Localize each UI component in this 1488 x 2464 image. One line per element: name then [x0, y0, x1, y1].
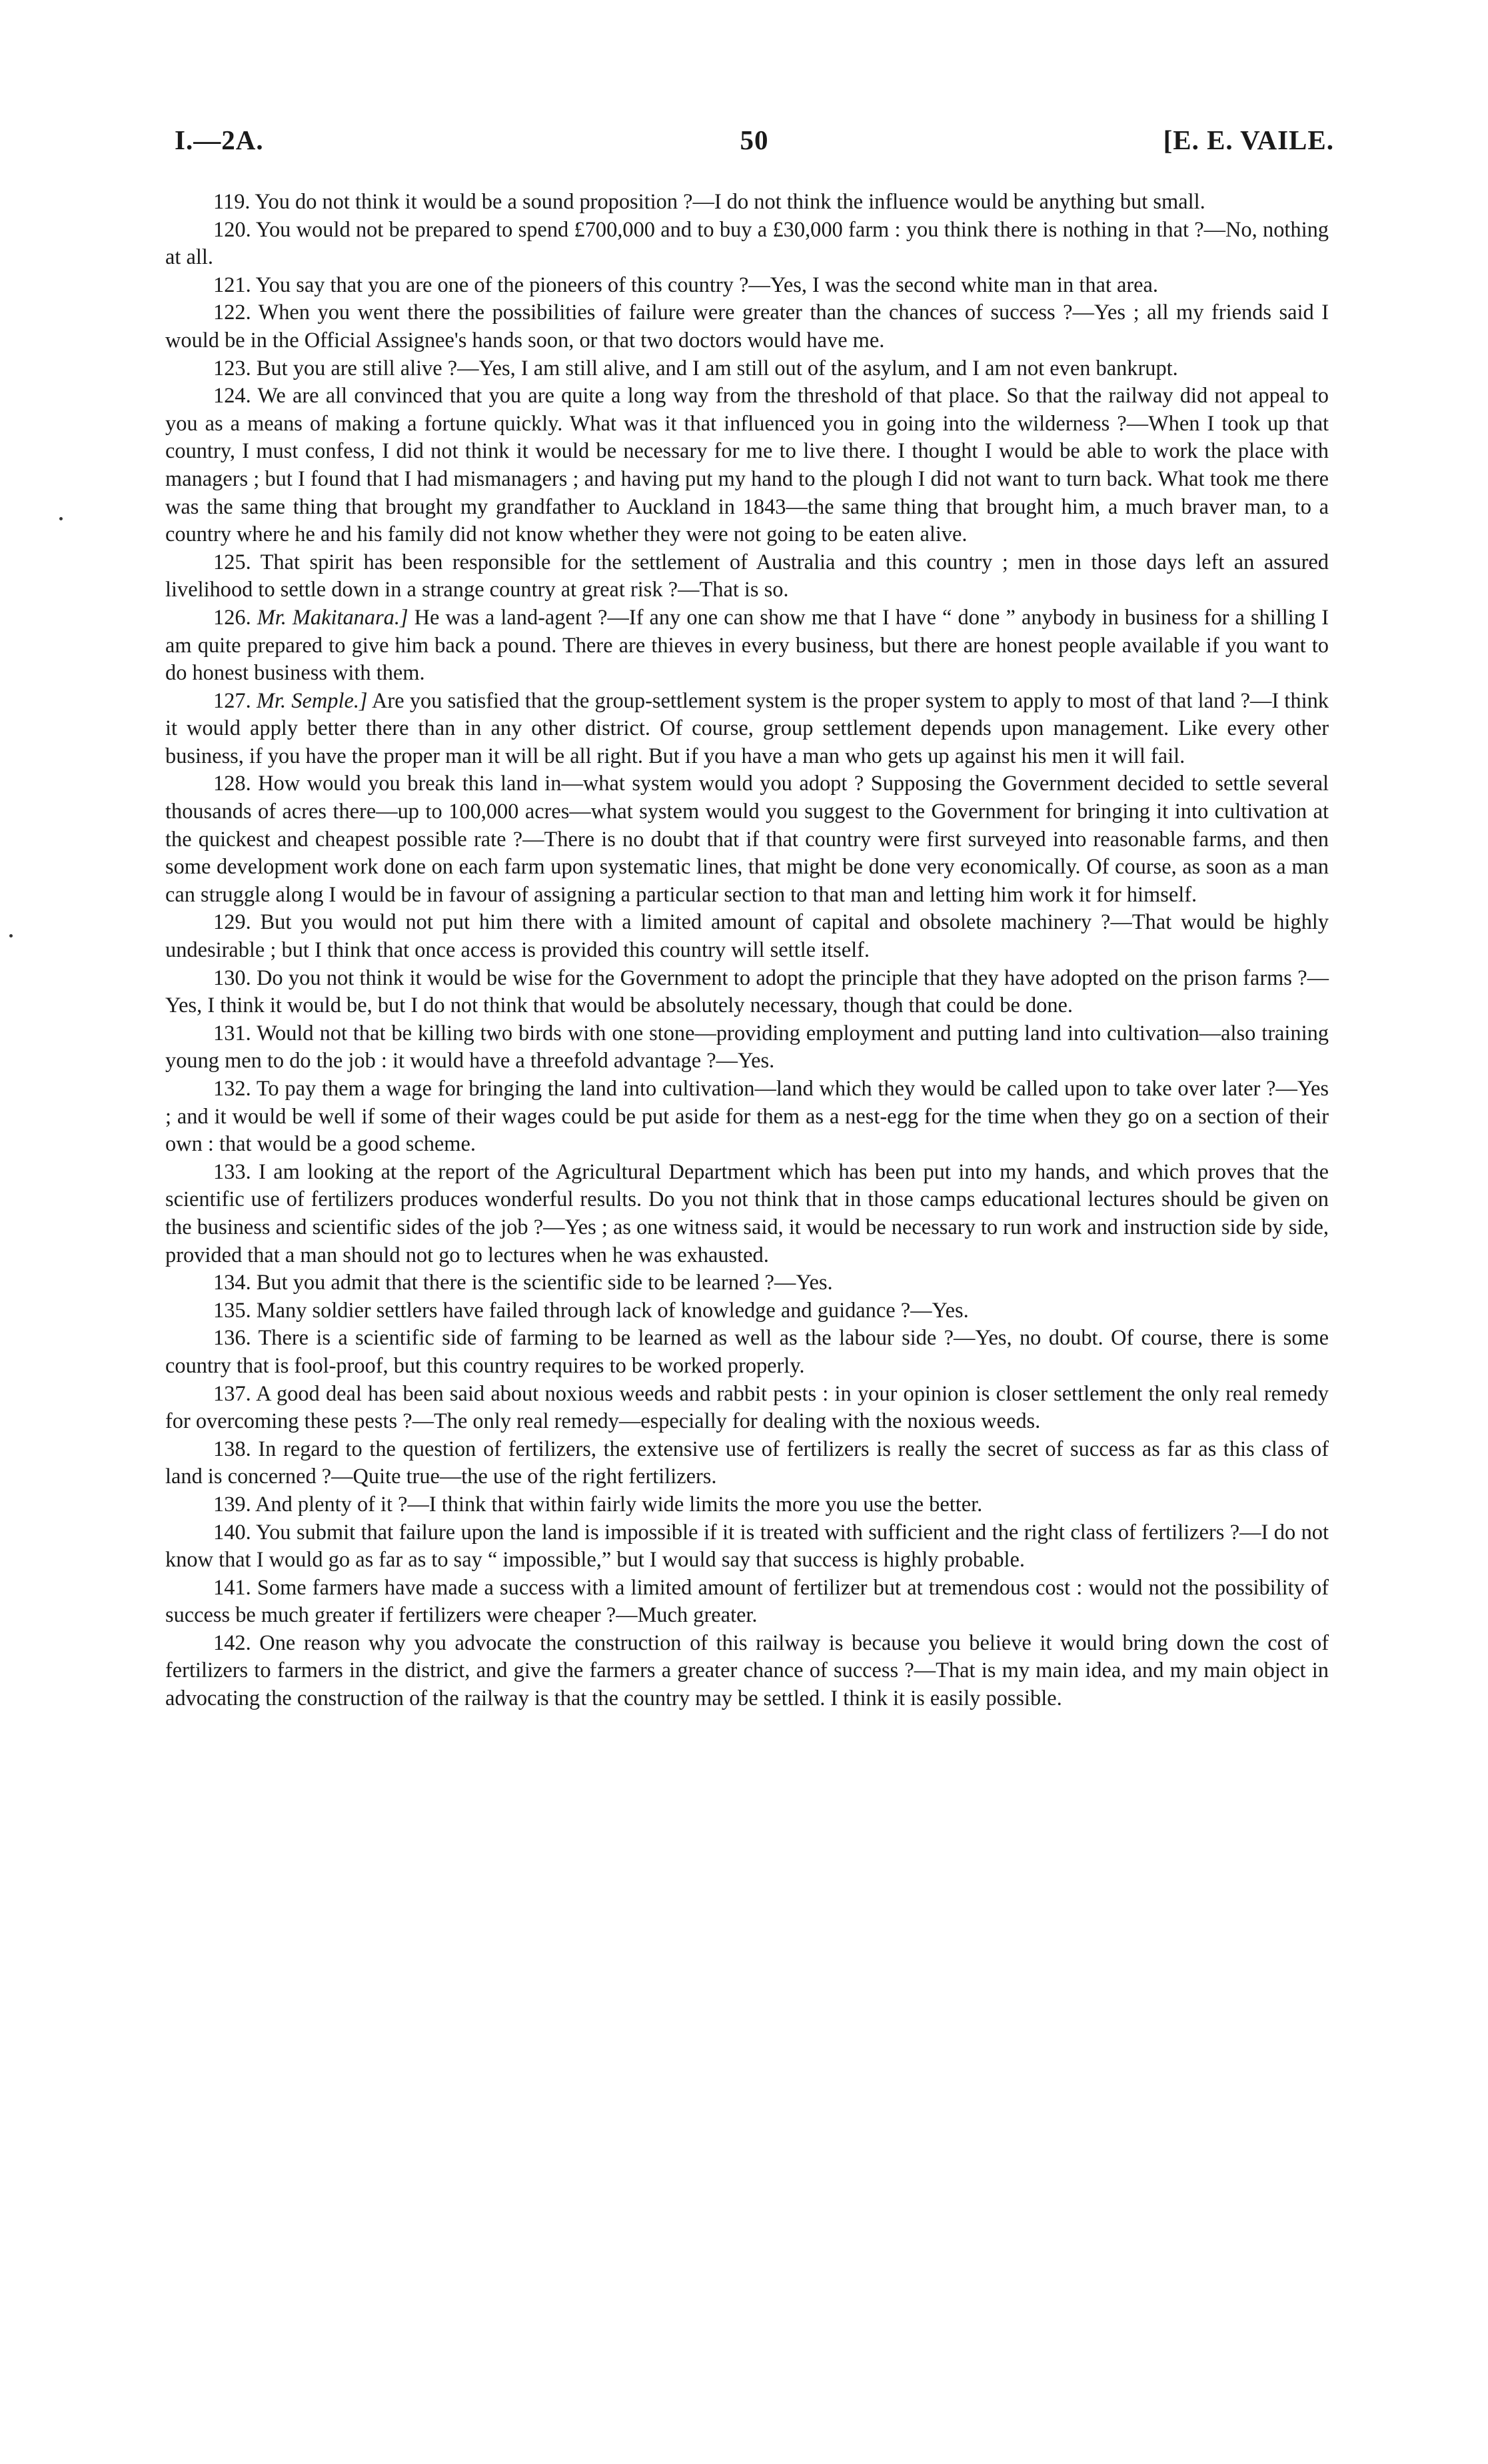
question-paragraph — [165, 355, 1329, 383]
question-answer-text: And plenty of it ?—I think that within fairly wide limits the more you use the better. — [255, 1492, 983, 1517]
question-paragraph — [165, 1159, 1329, 1269]
question-paragraph — [165, 604, 1329, 688]
question-paragraph — [165, 1436, 1329, 1491]
question-answer-text: When you went there the possibilities of failure were greater than the chances of success ?—Yes ; all my friends said I would be in the Official Assignee's hands soon, or that two doctors would have me. — [165, 301, 1329, 352]
question-number: 132. — [213, 1077, 251, 1101]
question-paragraph — [165, 382, 1329, 549]
question-number: 123. — [213, 356, 251, 380]
question-answer-text: How would you break this land in—what system would you adopt ? Supposing the Government decided to settle several thousands of acres there—up to 100,000 acres—what system would you suggest to the Government for bringing it into cultivation at the quickest and cheapest possible rate ?—There is no doubt that if that country were first surveyed into reasonable farms, and then some development work done on each farm upon systematic lines, that might be done very economically. Of course, as soon as a man can struggle along I would be in favour of assigning a particular section to that man and letting him work it for himself. — [165, 772, 1329, 907]
question-number: 126. — [213, 605, 251, 630]
question-paragraph — [165, 1574, 1329, 1630]
question-paragraph — [165, 909, 1329, 964]
question-paragraph — [165, 965, 1329, 1020]
question-number: 120. — [213, 217, 251, 242]
question-paragraph — [165, 1381, 1329, 1436]
question-number: 137. — [213, 1381, 251, 1406]
question-number: 136. — [213, 1326, 251, 1351]
question-number: 125. — [213, 550, 251, 574]
question-paragraph — [165, 1325, 1329, 1380]
document-reference: I.—2A. — [175, 125, 264, 155]
question-answer-text: But you would not put him there with a limited amount of capital and obsolete machinery ?—That would be highly undesirable ; but I think that once access is provided this country will settle itself. — [165, 910, 1329, 963]
question-answer-text: Do you not think it would be wise for the Government to adopt the principle that they have adopted on the prison farms ?—Yes, I think it would be, but I do not think that would be absolutely necessary, though that could be done. — [165, 965, 1329, 1018]
evidence-text — [165, 189, 1329, 1713]
question-number: 142. — [213, 1630, 251, 1655]
question-paragraph — [165, 549, 1329, 604]
question-number: 139. — [213, 1492, 251, 1517]
question-paragraph — [165, 1630, 1329, 1713]
question-number: 138. — [213, 1437, 251, 1461]
witness-name: [E. E. VAILE. — [1163, 125, 1334, 155]
question-answer-text: But you are still alive ?—Yes, I am still alive, and I am still out of the asylum, and I am not even bankrupt. — [256, 356, 1178, 380]
question-paragraph — [165, 299, 1329, 354]
question-paragraph — [165, 1269, 1329, 1297]
question-paragraph — [165, 1491, 1329, 1519]
question-answer-text: You submit that failure upon the land is impossible if it is treated with sufficient and the right class of fertilizers ?—I do not know that I would go as far as to say “ impossible,” but I would say that success is highly probable. — [165, 1520, 1329, 1572]
question-number: 135. — [213, 1298, 251, 1323]
question-answer-text: Are you satisfied that the group-settlement system is the proper system to apply to most of that land ?—I think it would apply better there than in any other district. Of course, group settlement depends upon management. Like every other business, if you have the proper man it will be all right. But if you have a man who gets up against his men it will fail. — [165, 688, 1329, 768]
question-answer-text: Some farmers have made a success with a limited amount of fertilizer but at tremendous cost : would not the possibility of success be much greater if fertilizers were cheaper ?—Much greater. — [165, 1575, 1329, 1628]
question-answer-text: We are all convinced that you are quite a long way from the threshold of that place. So that the railway did not appeal to you as a means of making a fortune quickly. What was it that influenced you in going into the wilderness ?—When I took up that country, I must confess, I did not think it would be necessary for me to live there. I thought I would be able to work the place with managers ; but I found that I had mismanagers ; and having put my hand to the plough I did not want to turn back. What took me there was the same thing that brought my grandfather to Auckland in 1843—the same thing that brought him, a much braver man, to a country where he and his family did not know whether they were not going to be eaten alive. — [165, 384, 1329, 547]
speaker-name: Mr. Semple.] — [256, 688, 368, 713]
question-number: 130. — [213, 965, 251, 990]
question-number: 141. — [213, 1575, 251, 1600]
question-answer-text: I am looking at the report of the Agricultural Department which has been put into my hands, and which proves that the scientific use of fertilizers produces wonderful results. Do you not think that in those camps educational lectures should be given on the business and scientific sides of the job ?—Yes ; as one witness said, it would be necessary to run work and instruction side by side, provided that a man should not go to lectures when he was exhausted. — [165, 1159, 1329, 1267]
question-number: 133. — [213, 1159, 251, 1184]
question-number: 129. — [213, 910, 251, 935]
question-number: 122. — [213, 301, 251, 325]
question-answer-text: Would not that be killing two birds with one stone—providing employment and putting land into cultivation—also training young men to do the job : it would have a threefold advantage ?—Yes. — [165, 1021, 1329, 1073]
question-paragraph — [165, 1020, 1329, 1075]
scan-speck — [59, 517, 63, 520]
question-answer-text: That spirit has been responsible for the settlement of Australia and this country ; men in those days left an assured livelihood to settle down in a strange country at great risk ?—That is so. — [165, 550, 1329, 602]
question-number: 128. — [213, 772, 251, 796]
question-paragraph — [165, 217, 1329, 272]
question-number: 134. — [213, 1271, 251, 1295]
question-answer-text: To pay them a wage for bringing the land into cultivation—land which they would be called upon to take over later ?—Yes ; and it would be well if some of their wages could be put aside for them as a nest-egg for the time when they go on a section of their own : that would be a good scheme. — [165, 1077, 1329, 1157]
question-paragraph — [165, 770, 1329, 909]
question-number: 127. — [213, 688, 251, 713]
question-paragraph — [165, 688, 1329, 771]
question-answer-text: Many soldier settlers have failed through lack of knowledge and guidance ?—Yes. — [256, 1298, 969, 1323]
question-paragraph — [165, 1519, 1329, 1574]
page-header — [175, 124, 1334, 164]
question-number: 124. — [213, 384, 251, 408]
question-paragraph — [165, 189, 1329, 217]
scan-speck — [9, 934, 13, 937]
question-number: 140. — [213, 1520, 251, 1544]
question-answer-text: In regard to the question of fertilizers, the extensive use of fertilizers is really the secret of success as far as this class of land is concerned ?—Quite true—the use of the right fertilizers. — [165, 1437, 1329, 1489]
question-paragraph — [165, 1297, 1329, 1325]
question-paragraph — [165, 272, 1329, 300]
question-answer-text: He was a land-agent ?—If any one can show me that I have “ done ” anybody in business for a shilling I am quite prepared to give him back a pound. There are thieves in every business, but there are honest people available if you want to do honest business with them. — [165, 605, 1329, 686]
question-number: 131. — [213, 1021, 251, 1045]
question-answer-text: You would not be prepared to spend £700,000 and to buy a £30,000 farm : you think there is nothing in that ?—No, nothing at all. — [165, 217, 1329, 270]
speaker-name: Mr. Makitanara.] — [257, 605, 408, 630]
question-paragraph — [165, 1075, 1329, 1159]
question-answer-text: One reason why you advocate the construction of this railway is because you believe it would bring down the cost of fertilizers to farmers in the district, and give the farmers a greater chance of success ?—That is my main idea, and my main object in advocating the construction of the railway is that the country may be settled. I think it is easily possible. — [165, 1630, 1329, 1711]
question-answer-text: A good deal has been said about noxious weeds and rabbit pests : in your opinion is closer settlement the only real remedy for overcoming these pests ?—The only real remedy—especially for dealing with the noxious weeds. — [165, 1381, 1329, 1434]
question-answer-text: You do not think it would be a sound proposition ?—I do not think the influence would be anything but small. — [255, 190, 1205, 214]
question-number: 121. — [213, 273, 251, 297]
question-number: 119. — [213, 190, 251, 214]
question-answer-text: But you admit that there is the scientific side to be learned ?—Yes. — [256, 1271, 833, 1295]
question-answer-text: There is a scientific side of farming to be learned as well as the labour side ?—Yes, no doubt. Of course, there is some country that is fool-proof, but this country requires to be worked properly. — [165, 1326, 1329, 1378]
page-number: 50 — [740, 125, 769, 155]
question-answer-text: You say that you are one of the pioneers of this country ?—Yes, I was the second white man in that area. — [255, 273, 1159, 297]
